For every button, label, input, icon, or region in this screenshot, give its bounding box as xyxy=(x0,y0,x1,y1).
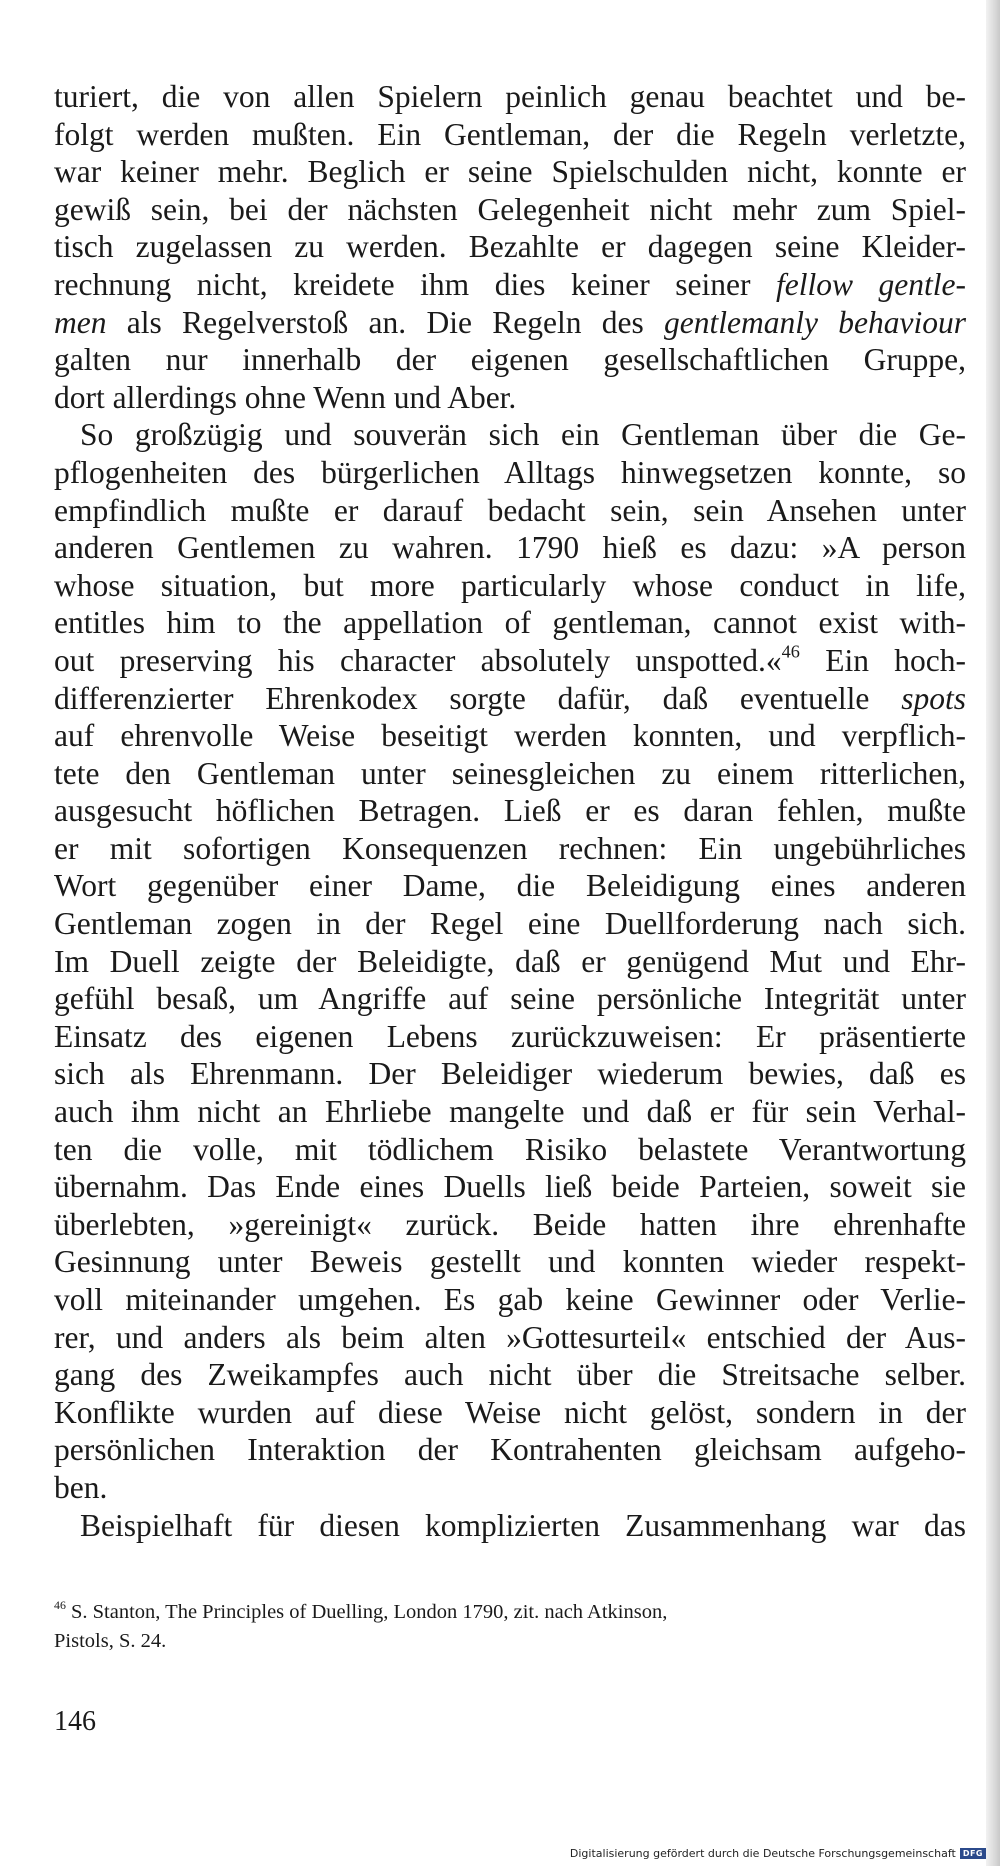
text-line: pflogenheiten des bürgerlichen Alltags hinwegsetzen konnte, so xyxy=(54,454,966,490)
text-line: So großzügig und souverän sich ein Gentleman über die Ge- xyxy=(80,417,966,453)
text-line: tete den Gentleman unter seinesgleichen zu einem ritterlichen, xyxy=(54,755,966,791)
scan-edge xyxy=(986,0,1000,1866)
text-line: gefühl besaß, um Angriffe auf seine persönliche Integrität unter xyxy=(54,981,966,1017)
text-line: whose situation, but more particularly whose conduct in life, xyxy=(54,567,966,603)
text-line: rer, und anders als beim alten »Gottesurteil« entschied der Aus- xyxy=(54,1319,966,1355)
digitization-credit xyxy=(570,1847,986,1860)
text-line: Konflikte wurden auf diese Weise nicht gelöst, sondern in der xyxy=(54,1394,966,1430)
text-line: folgt werden mußten. Ein Gentleman, der die Regeln verletzte, xyxy=(54,116,966,152)
text-line: Einsatz des eigenen Lebens zurückzuweisen: Er präsentierte xyxy=(54,1018,966,1054)
text-line: auch ihm nicht an Ehrliebe mangelte und daß er für sein Verhal- xyxy=(54,1094,966,1130)
text-line: war keiner mehr. Beglich er seine Spielschulden nicht, konnte er xyxy=(54,154,966,190)
text-line: turiert, die von allen Spielern peinlich genau beachtet und be- xyxy=(54,79,966,114)
text-line: Gentleman zogen in der Regel eine Duellforderung nach sich. xyxy=(54,906,966,942)
text-line: tisch zugelassen zu werden. Bezahlte er dagegen seine Kleider- xyxy=(54,229,966,265)
italic-phrase: fellow gentle- xyxy=(776,266,966,302)
text-line: ben. xyxy=(54,1469,108,1505)
text-line: übernahm. Das Ende eines Duells ließ beide Parteien, soweit sie xyxy=(54,1169,966,1205)
credit-text: Digitalisierung gefördert durch die Deutsche Forschungsgemeinschaft xyxy=(569,1847,956,1860)
text-line: sich als Ehrenmann. Der Beleidiger wiederum bewies, daß es xyxy=(54,1056,966,1092)
text-line: Beispielhaft für diesen komplizierten Zusammenhang war das xyxy=(80,1507,966,1543)
text-line: differenzierter Ehrenkodex sorgte dafür, daß eventuelle spots xyxy=(54,680,966,716)
text-line: men als Regelverstoß an. Die Regeln des gentlemanly behaviour xyxy=(54,304,967,340)
text-line: persönlichen Interaktion der Kontrahenten gleichsam aufgeho- xyxy=(54,1432,966,1468)
text-line: Wort gegenüber einer Dame, die Beleidigung eines anderen xyxy=(54,868,966,904)
text-line: auf ehrenvolle Weise beseitigt werden konnten, und verpflich- xyxy=(54,718,966,754)
text-line: gang des Zweikampfes auch nicht über die Streitsache selber. xyxy=(54,1357,966,1393)
footnote-line: Pistols, S. 24. xyxy=(54,1630,167,1652)
footnote xyxy=(54,1598,966,1656)
text-line: anderen Gentlemen zu wahren. 1790 hieß es dazu: »A person xyxy=(54,530,966,566)
text-line: out preserving his character absolutely unspotted.«$^{46}$ Ein hoch- xyxy=(54,641,966,678)
text-line: Gesinnung unter Beweis gestellt und konnten wieder respekt- xyxy=(54,1244,966,1280)
page-number: 146 xyxy=(54,1706,96,1737)
text-line: gewiß sein, bei der nächsten Gelegenheit nicht mehr zum Spiel- xyxy=(54,191,966,227)
footnote-line: $^{46}$ S. Stanton, The Principles of Duelling, London 1790, zit. nach Atkinson, xyxy=(54,1598,668,1623)
text-line: empfindlich mußte er darauf bedacht sein, sein Ansehen unter xyxy=(54,492,966,528)
footnote-reference: 46 xyxy=(781,641,800,662)
text-line: Im Duell zeigte der Beleidigte, daß er genügend Mut und Ehr- xyxy=(54,943,966,979)
text-line: überlebten, »gereinigt« zurück. Beide hatten ihre ehrenhafte xyxy=(54,1206,966,1242)
dfg-logo-icon: DFG xyxy=(960,1848,986,1859)
italic-phrase: gentlemanly behaviour xyxy=(664,304,967,340)
text-line: entitles him to the appellation of gentleman, cannot exist with- xyxy=(54,605,966,641)
text-line: ausgesucht höflichen Betragen. Ließ er es daran fehlen, mußte xyxy=(54,793,966,829)
footnote-marker: 46 xyxy=(54,1598,66,1613)
text-line: er mit sofortigen Konsequenzen rechnen: Ein ungebührliches xyxy=(54,830,966,866)
text-line: voll miteinander umgehen. Es gab keine Gewinner oder Verlie- xyxy=(54,1282,966,1317)
text-line: ten die volle, mit tödlichem Risiko belastete Verantwortung xyxy=(54,1131,966,1167)
text-line: galten nur innerhalb der eigenen gesellschaftlichen Gruppe, xyxy=(54,342,966,378)
italic-phrase: men xyxy=(54,304,107,340)
italic-phrase: spots xyxy=(901,680,966,716)
text-line: rechnung nicht, kreidete ihm dies keiner seiner fellow gentle- xyxy=(54,266,966,302)
body-text xyxy=(54,78,966,1544)
text-line: dort allerdings ohne Wenn und Aber. xyxy=(54,379,517,415)
